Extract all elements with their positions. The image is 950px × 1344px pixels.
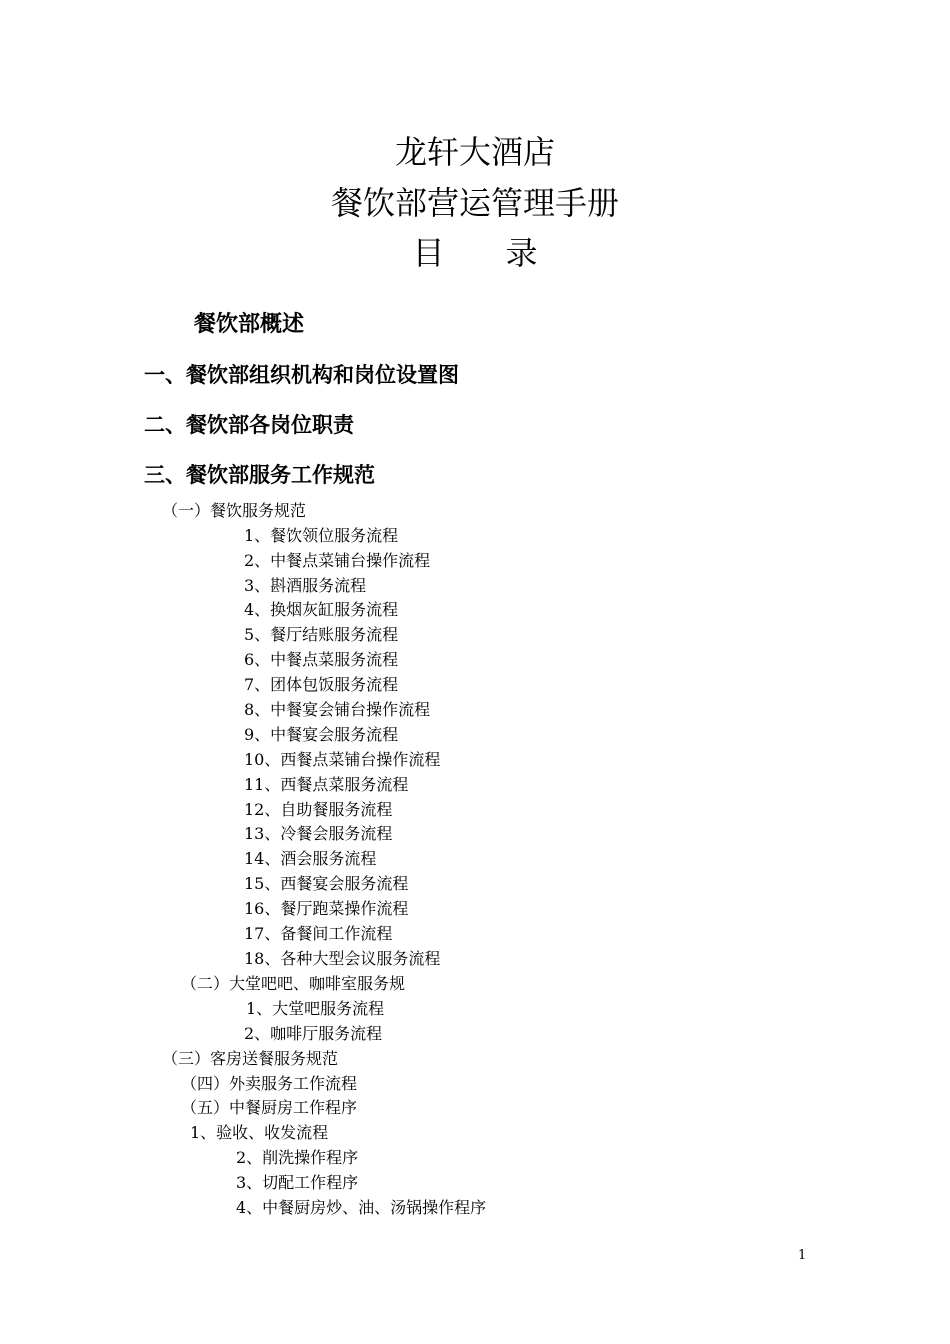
toc-item: 2、咖啡厅服务流程 <box>244 1024 383 1043</box>
toc-item: 3、切配工作程序 <box>236 1173 359 1192</box>
toc-item: 17、备餐间工作流程 <box>244 924 393 943</box>
toc-item: 4、中餐厨房炒、油、汤锅操作程序 <box>236 1198 487 1217</box>
toc-item: 9、中餐宴会服务流程 <box>244 725 399 744</box>
toc-item: 1、验收、收发流程 <box>190 1123 329 1142</box>
toc-item: 11、西餐点菜服务流程 <box>244 775 409 794</box>
subsection-5-heading: （五）中餐厨房工作程序 <box>181 1098 358 1117</box>
toc-item: 1、大堂吧服务流程 <box>246 999 385 1018</box>
toc-item: 15、西餐宴会服务流程 <box>244 874 409 893</box>
manual-title: 餐饮部营运管理手册 <box>330 184 619 222</box>
section-overview: 餐饮部概述 <box>194 312 305 337</box>
toc-item: 7、团体包饭服务流程 <box>244 675 399 694</box>
subsection-3-heading: （三）客房送餐服务规范 <box>162 1049 339 1068</box>
toc-item: 12、自助餐服务流程 <box>244 800 393 819</box>
toc-item: 8、中餐宴会铺台操作流程 <box>244 700 431 719</box>
toc-item: 1、餐饮领位服务流程 <box>244 526 399 545</box>
subsection-2-heading: （二）大堂吧吧、咖啡室服务规 <box>181 974 406 993</box>
section-1-heading: 一、餐饮部组织机构和岗位设置图 <box>144 363 459 387</box>
toc-item: 2、削洗操作程序 <box>236 1148 359 1167</box>
toc-item: 5、餐厅结账服务流程 <box>244 625 399 644</box>
section-2-heading: 二、餐饮部各岗位职责 <box>144 413 354 437</box>
toc-item: 18、各种大型会议服务流程 <box>244 949 441 968</box>
subsection-1-heading: （一）餐饮服务规范 <box>162 501 307 520</box>
subsection-4-heading: （四）外卖服务工作流程 <box>181 1074 358 1093</box>
toc-item: 13、冷餐会服务流程 <box>244 824 393 843</box>
toc-item: 6、中餐点菜服务流程 <box>244 650 399 669</box>
toc-title: 目 录 <box>412 234 538 272</box>
toc-item: 2、中餐点菜铺台操作流程 <box>244 551 431 570</box>
hotel-name-title: 龙轩大酒店 <box>394 133 555 171</box>
toc-item: 16、餐厅跑菜操作流程 <box>244 899 409 918</box>
toc-item: 10、西餐点菜铺台操作流程 <box>244 750 441 769</box>
toc-item: 4、换烟灰缸服务流程 <box>244 600 399 619</box>
toc-item: 14、酒会服务流程 <box>244 849 377 868</box>
page-number: 1 <box>798 1248 807 1263</box>
section-3-heading: 三、餐饮部服务工作规范 <box>144 463 375 487</box>
toc-item: 3、斟酒服务流程 <box>244 576 367 595</box>
